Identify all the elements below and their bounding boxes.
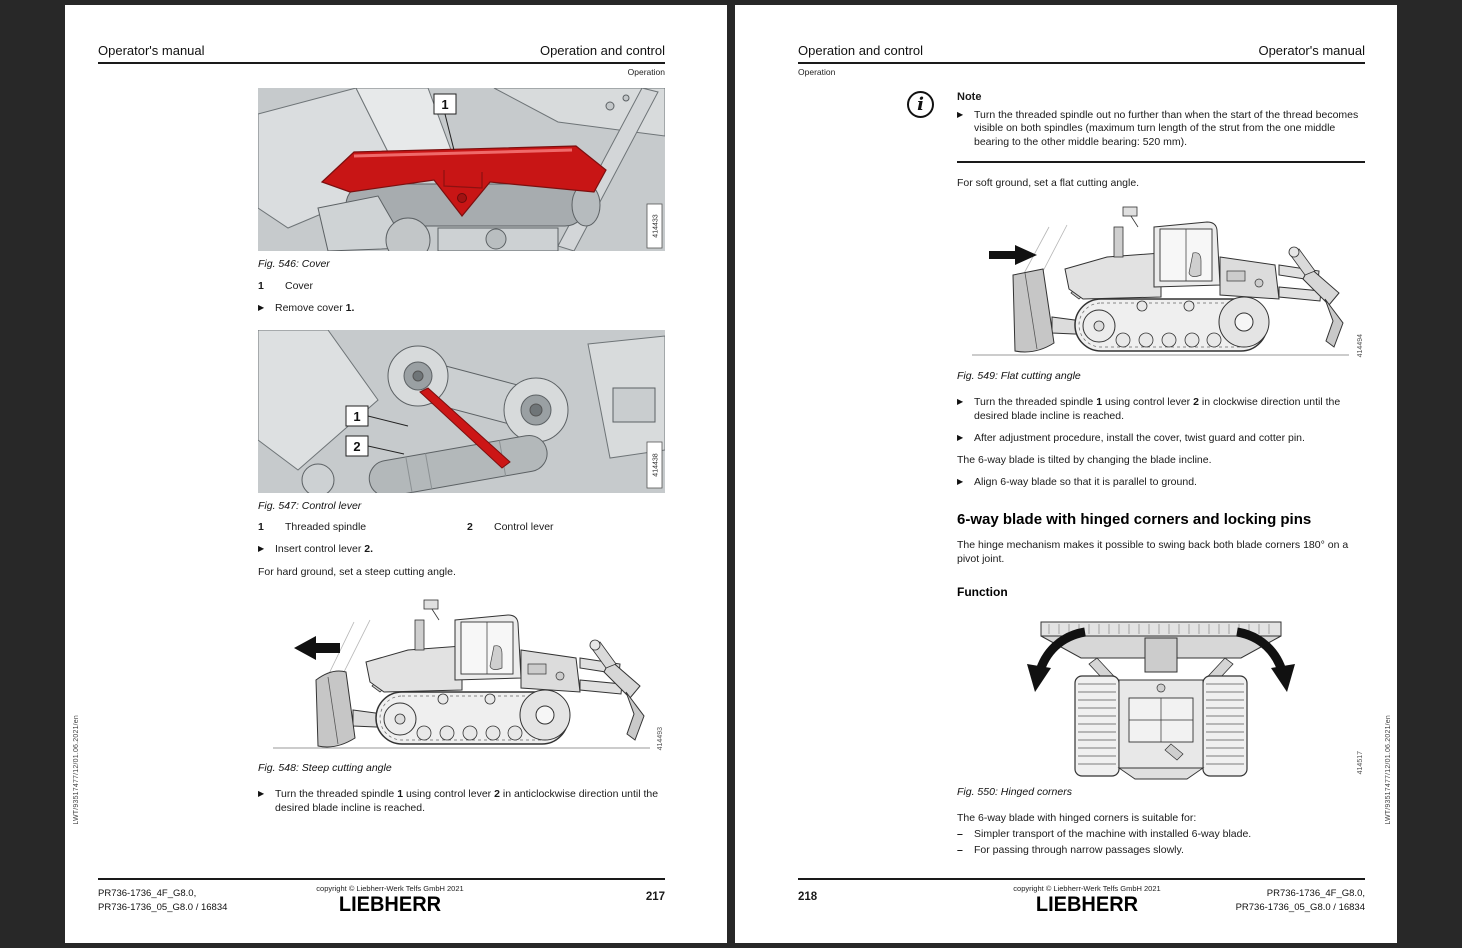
margin-print-code: LWT/93517477/12/01.06.2021/en bbox=[1385, 715, 1392, 825]
step-insert-lever bbox=[258, 543, 665, 557]
figure-547-caption: Fig. 547: Control lever bbox=[258, 499, 362, 512]
blade-steep bbox=[316, 671, 355, 747]
para-hinge-mechanism: The hinge mechanism makes it possible to swing back both blade corners 180° on a pivot joint. bbox=[957, 538, 1349, 565]
figure-550-caption: Fig. 550: Hinged corners bbox=[957, 786, 1072, 799]
note-instruction bbox=[957, 109, 1365, 151]
header-title-outer: Operator's manual bbox=[98, 43, 205, 58]
list-item-text: For passing through narrow passages slowly. bbox=[974, 844, 1184, 857]
para-soft-ground: For soft ground, set a flat cutting angle. bbox=[957, 177, 1140, 190]
copyright-line: copyright © Liebherr-Werk Telfs GmbH 2021 bbox=[1013, 884, 1161, 893]
liebherr-logo: LIEBHERR bbox=[1035, 892, 1139, 917]
page-218 bbox=[735, 5, 1397, 943]
figure-image-ref: 414494 bbox=[1356, 333, 1364, 357]
content-column bbox=[258, 88, 665, 816]
heading-6way-blade: 6-way blade with hinged corners and locking pins bbox=[957, 511, 1312, 529]
figure-550-hinged-corners-image bbox=[957, 614, 1365, 780]
page-number: 218 bbox=[798, 891, 818, 903]
figure-547-legend bbox=[258, 521, 665, 535]
left-track bbox=[1075, 676, 1119, 776]
dozer-top-view-illustration bbox=[957, 614, 1365, 780]
dozer-flat-illustration bbox=[957, 205, 1364, 363]
note-title: Note bbox=[957, 91, 982, 103]
page-number: 217 bbox=[645, 891, 665, 903]
header-rule bbox=[798, 62, 1365, 64]
step-bullet-icon: ▶ bbox=[258, 788, 265, 798]
para-hard-ground: For hard ground, set a steep cutting angle. bbox=[258, 566, 456, 579]
page-217 bbox=[65, 5, 727, 943]
callout-2: 2 bbox=[353, 438, 361, 454]
copyright-line: copyright © Liebherr-Werk Telfs GmbH 2021 bbox=[316, 884, 464, 893]
document-reference bbox=[98, 887, 227, 915]
para-tilt: The 6-way blade is tilted by changing the blade incline. bbox=[957, 454, 1212, 467]
page-header bbox=[98, 43, 665, 58]
list-item bbox=[957, 828, 1365, 842]
figure-image-ref: 414433 bbox=[652, 214, 660, 238]
control-lever-illustration bbox=[258, 330, 665, 493]
doc-ref-line1: PR736-1736_4F_G8.0, bbox=[1266, 888, 1365, 899]
step-bullet-icon: ▶ bbox=[258, 302, 265, 312]
step-text: Insert control lever 2. bbox=[275, 543, 374, 556]
header-title-outer: Operator's manual bbox=[1258, 43, 1365, 58]
doc-ref-line1: PR736-1736_4F_G8.0, bbox=[98, 888, 197, 899]
header-rule bbox=[98, 62, 665, 64]
figure-546-legend bbox=[258, 280, 665, 294]
step-text: After adjustment procedure, install the cover, twist guard and cotter pin. bbox=[974, 431, 1305, 444]
liebherr-logo: LIEBHERR bbox=[338, 892, 442, 917]
legend-number: 2 bbox=[467, 521, 473, 534]
dozer-steep-illustration bbox=[258, 598, 665, 756]
dash-marker: – bbox=[957, 844, 963, 857]
footer-rule bbox=[98, 878, 665, 880]
note-block bbox=[917, 90, 1365, 163]
direction-arrow-left bbox=[294, 636, 340, 660]
right-track bbox=[1203, 676, 1247, 776]
figure-image-ref: 414493 bbox=[656, 726, 664, 751]
doc-ref-line2: PR736-1736_05_G8.0 / 16834 bbox=[1235, 901, 1365, 913]
cover-illustration bbox=[258, 88, 665, 251]
step-text: Turn the threaded spindle 1 using control lever 2 in anticlockwise direction until the desired blade incline is reached. bbox=[275, 787, 659, 814]
list-item bbox=[957, 844, 1365, 858]
step-bullet-icon: ▶ bbox=[957, 396, 964, 406]
header-title-inner: Operation and control bbox=[798, 43, 924, 58]
callout-1: 1 bbox=[441, 97, 449, 112]
step-turn-clockwise bbox=[957, 396, 1365, 424]
para-suitable-for: The 6-way blade with hinged corners is suitable for: bbox=[957, 812, 1197, 825]
legend-label: Control lever bbox=[494, 521, 554, 534]
margin-print-code: LWT/93517477/12/01.06.2021/en bbox=[73, 715, 80, 825]
step-remove-cover bbox=[258, 302, 665, 316]
figure-549-flat-angle-image bbox=[957, 205, 1365, 363]
page-header bbox=[798, 43, 1365, 58]
figure-image-ref: 414438 bbox=[652, 452, 660, 477]
footer-center bbox=[265, 884, 515, 917]
info-icon: i bbox=[907, 91, 934, 118]
step-text: Turn the threaded spindle 1 using control lever 2 in clockwise direction until the desired blade incline is reached. bbox=[974, 395, 1341, 422]
content-column bbox=[917, 90, 1365, 858]
section-label: Operation bbox=[627, 67, 665, 77]
figure-546-caption: Fig. 546: Cover bbox=[258, 258, 330, 270]
step-bullet-icon: ▶ bbox=[957, 477, 964, 487]
legend-number: 1 bbox=[258, 279, 264, 292]
figure-548-caption: Fig. 548: Steep cutting angle bbox=[258, 762, 392, 775]
doc-ref-line2: PR736-1736_05_G8.0 / 16834 bbox=[98, 901, 228, 913]
step-bullet-icon: ▶ bbox=[258, 544, 265, 554]
header-title-inner: Operation and control bbox=[539, 43, 665, 58]
figure-546-cover-image bbox=[258, 88, 665, 251]
note-text: Turn the threaded spindle out no further than when the start of the thread becomes visible on both spindles (maximum turn length of the strut from the one middle bearing to the other middle bearing: 520 mm). bbox=[974, 108, 1359, 149]
legend-label: Cover bbox=[285, 279, 314, 292]
footer-center bbox=[962, 884, 1212, 917]
legend-number: 1 bbox=[258, 521, 264, 534]
step-text: Remove cover 1. bbox=[275, 301, 355, 314]
footer-rule bbox=[798, 878, 1365, 880]
step-after-adjustment bbox=[957, 432, 1365, 446]
list-item-text: Simpler transport of the machine with installed 6-way blade. bbox=[974, 828, 1252, 841]
legend-label: Threaded spindle bbox=[285, 521, 367, 534]
figure-547-control-lever-image bbox=[258, 330, 665, 493]
figure-549-caption: Fig. 549: Flat cutting angle bbox=[957, 369, 1081, 382]
section-label: Operation bbox=[798, 67, 836, 77]
document-reference bbox=[1236, 887, 1365, 915]
figure-548-steep-angle-image bbox=[258, 598, 665, 756]
step-bullet-icon: ▶ bbox=[957, 109, 964, 119]
heading-function: Function bbox=[957, 584, 1008, 599]
dash-marker: – bbox=[957, 828, 963, 841]
step-turn-anticlockwise bbox=[258, 788, 665, 816]
step-bullet-icon: ▶ bbox=[957, 432, 964, 442]
figure-image-ref: 414517 bbox=[1356, 751, 1364, 775]
step-text: Align 6-way blade so that it is parallel to ground. bbox=[974, 476, 1197, 489]
callout-1: 1 bbox=[353, 408, 361, 424]
blade-flat bbox=[1013, 269, 1054, 352]
step-align-blade bbox=[957, 476, 1365, 490]
